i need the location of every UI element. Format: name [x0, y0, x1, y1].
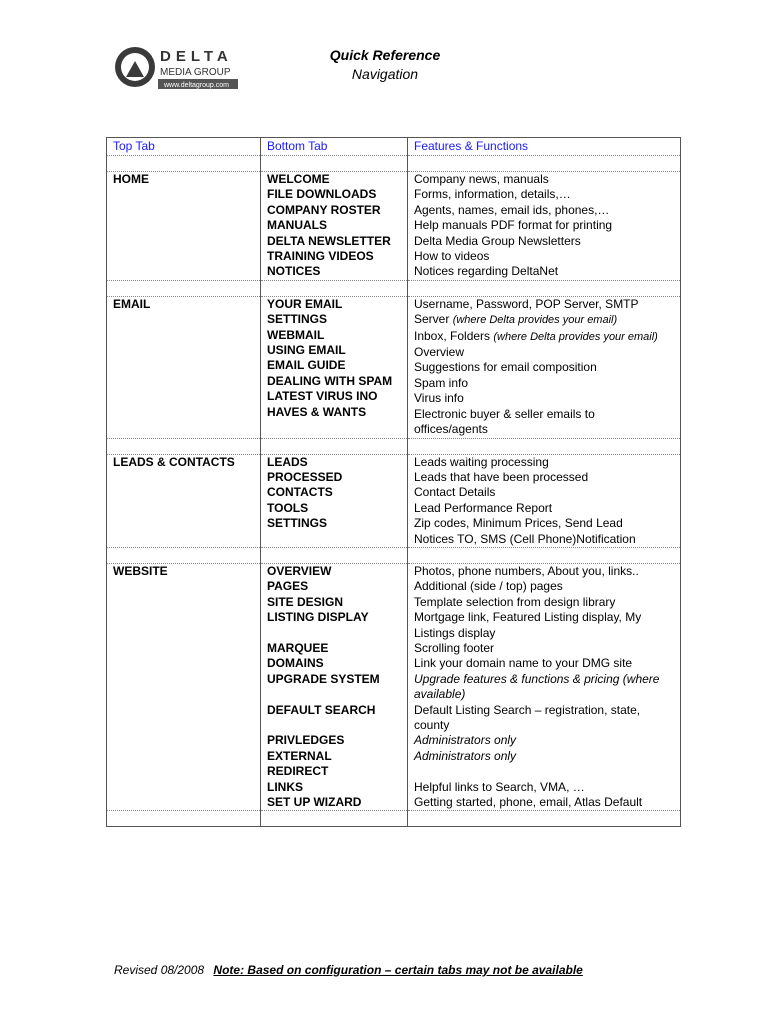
features-website — [408, 563, 681, 811]
list-item: YOUR EMAIL — [267, 296, 343, 311]
list-item — [414, 764, 674, 779]
spacer-row — [107, 547, 681, 563]
list-item: Template selection from design library — [414, 594, 616, 609]
bottom-tabs-home — [261, 172, 408, 281]
list-item: Zip codes, Minimum Prices, Send Lead — [414, 516, 623, 531]
list-item: REDIRECT — [267, 764, 329, 779]
list-item: Forms, information, details,… — [414, 187, 571, 202]
top-tab-website: WEBSITE — [107, 563, 261, 811]
table-row-website — [107, 563, 681, 811]
list-item — [267, 718, 401, 733]
list-item: WELCOME — [267, 172, 330, 186]
list-item: Leads waiting processing — [414, 454, 549, 469]
list-item: LISTING DISPLAY — [267, 610, 369, 625]
list-item: PAGES — [267, 579, 309, 594]
spacer-row — [107, 156, 681, 172]
list-item: USING EMAIL — [267, 343, 346, 358]
revised-date: Revised 08/2008 — [114, 963, 205, 977]
spacer-row — [107, 280, 681, 296]
bottom-tabs-leads — [261, 454, 408, 547]
list-item: Mortgage link, Featured Listing display, My — [414, 610, 642, 625]
list-item: Default Listing Search – registration, state, — [414, 702, 641, 717]
list-item: Scrolling footer — [414, 640, 495, 655]
list-item: DEALING WITH SPAM — [267, 373, 393, 388]
header-top-tab: Top Tab — [107, 138, 261, 156]
table-header-row — [107, 138, 681, 156]
bottom-tabs-website — [261, 563, 408, 811]
list-item — [267, 687, 401, 702]
list-item: COMPANY ROSTER — [267, 202, 381, 217]
list-item: How to videos — [414, 249, 490, 264]
logo-url: www.deltagroup.com — [164, 82, 229, 89]
top-tab-home: HOME — [107, 172, 261, 281]
list-item: SET UP WIZARD — [267, 795, 362, 810]
list-item: Contact Details — [414, 485, 496, 500]
list-item: Upgrade features & functions & pricing (where — [414, 671, 660, 686]
spacer-row — [107, 811, 681, 827]
list-item: Photos, phone numbers, About you, links.. — [414, 563, 639, 578]
list-item: Company news, manuals — [414, 172, 549, 186]
list-item: Delta Media Group Newsletters — [414, 233, 581, 248]
list-item: SETTINGS — [267, 312, 328, 327]
list-item: offices/agents — [414, 422, 488, 437]
list-item: Helpful links to Search, VMA, … — [414, 779, 585, 794]
list-item: Notices regarding DeltaNet — [414, 264, 559, 279]
list-item: Leads that have been processed — [414, 469, 589, 484]
table-row-leads — [107, 454, 681, 547]
list-item: EMAIL GUIDE — [267, 358, 346, 373]
list-item: OVERVIEW — [267, 563, 332, 578]
table-row-email — [107, 296, 681, 438]
features-email — [408, 296, 681, 438]
features-leads — [408, 454, 681, 547]
list-item: LEADS — [267, 454, 308, 469]
title-sub: Navigation — [351, 66, 419, 82]
configuration-note: Note: Based on configuration – certain tabs may not be available — [213, 963, 583, 977]
list-item: Agents, names, email ids, phones,… — [414, 202, 610, 217]
list-item: Inbox, Folders (where Delta provides your email) — [414, 328, 658, 343]
list-item: UPGRADE SYSTEM — [267, 671, 380, 686]
list-item: PRIVLEDGES — [267, 733, 345, 748]
list-item: Server (where Delta provides your email) — [414, 312, 618, 327]
bottom-tabs-email — [261, 296, 408, 438]
list-item: Virus info — [414, 391, 464, 406]
list-item: MANUALS — [267, 218, 327, 233]
document-title — [300, 46, 470, 83]
features-home — [408, 172, 681, 281]
list-item: Listings display — [414, 625, 496, 640]
list-item: MARQUEE — [267, 640, 329, 655]
list-item: Suggestions for email composition — [414, 360, 597, 375]
list-item: SITE DESIGN — [267, 594, 344, 609]
list-item: Help manuals PDF format for printing — [414, 218, 613, 233]
navigation-table — [106, 137, 681, 827]
table-row-home — [107, 172, 681, 281]
list-item: Getting started, phone, email, Atlas Default — [414, 795, 643, 810]
top-tab-leads: LEADS & CONTACTS — [107, 454, 261, 547]
list-item: Link your domain name to your DMG site — [414, 656, 633, 671]
list-item: Overview — [414, 345, 465, 360]
list-item: Administrators only — [414, 733, 517, 748]
spacer-row — [107, 438, 681, 454]
list-item: EXTERNAL — [267, 748, 332, 763]
header-features: Features & Functions — [408, 138, 681, 156]
list-item: LATEST VIRUS INO — [267, 389, 378, 404]
list-item: county — [414, 718, 450, 732]
list-item: HAVES & WANTS — [267, 404, 367, 419]
list-item: Administrators only — [414, 748, 517, 763]
list-item — [267, 626, 401, 641]
header-bottom-tab: Bottom Tab — [261, 138, 408, 156]
top-tab-email: EMAIL — [107, 296, 261, 438]
list-item: FILE DOWNLOADS — [267, 187, 377, 202]
list-item: LINKS — [267, 779, 303, 794]
list-item: Username, Password, POP Server, SMTP — [414, 296, 639, 311]
list-item: TOOLS — [267, 500, 309, 515]
list-item: Electronic buyer & seller emails to — [414, 406, 595, 421]
title-main: Quick Reference — [329, 47, 441, 63]
list-item: Additional (side / top) pages — [414, 579, 563, 594]
list-item: Spam info — [414, 375, 469, 390]
list-item: NOTICES — [267, 264, 321, 279]
list-item: available) — [414, 687, 466, 702]
list-item: Notices TO, SMS (Cell Phone)Notification — [414, 531, 636, 546]
delta-media-group-logo — [114, 44, 240, 90]
logo-word-delta: DELTA — [160, 48, 233, 65]
list-item: Lead Performance Report — [414, 500, 553, 515]
list-item: DELTA NEWSLETTER — [267, 233, 391, 248]
list-item: DOMAINS — [267, 656, 324, 671]
list-item: PROCESSED — [267, 469, 343, 484]
list-item: DEFAULT SEARCH — [267, 702, 376, 717]
list-item: CONTACTS — [267, 485, 333, 500]
list-item: SETTINGS — [267, 516, 328, 531]
list-item: TRAINING VIDEOS — [267, 249, 374, 264]
logo-word-media-group: MEDIA GROUP — [160, 67, 231, 78]
footer — [114, 963, 583, 977]
list-item: WEBMAIL — [267, 327, 325, 342]
